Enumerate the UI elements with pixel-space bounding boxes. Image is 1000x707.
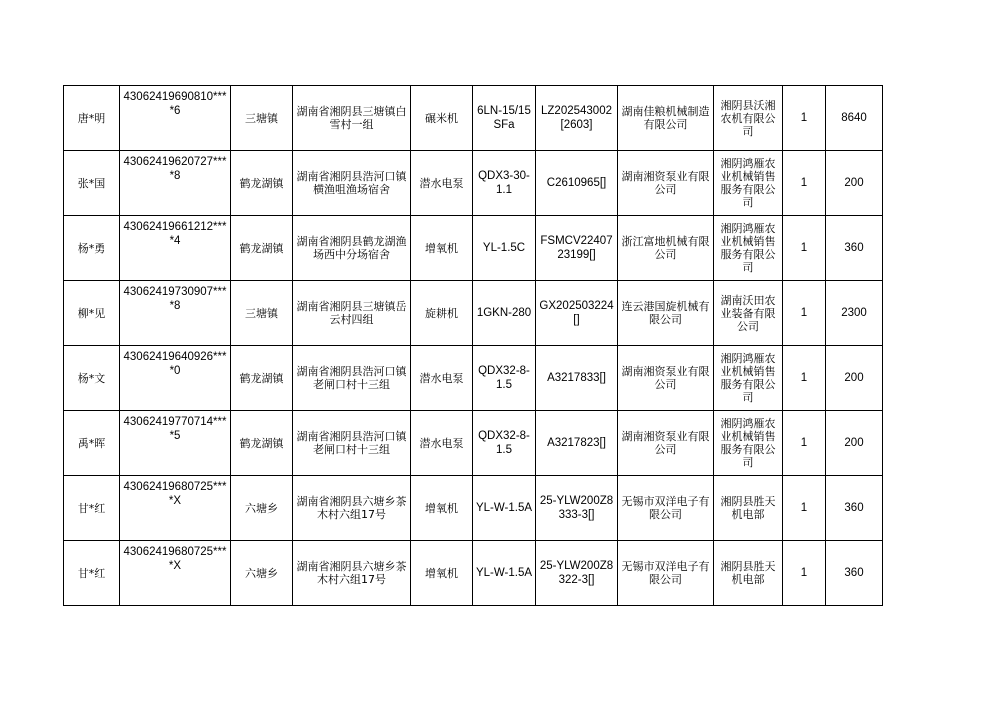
machine-type-cell: 潜水电泵 xyxy=(411,346,473,411)
town-cell: 鹤龙湖镇 xyxy=(231,216,293,281)
address-cell: 湖南省湘阴县三塘镇岳云村四组 xyxy=(293,281,411,346)
amount-cell: 200 xyxy=(826,151,883,216)
id-number-cell: 43062419680725****X xyxy=(120,541,231,606)
quantity-cell: 1 xyxy=(783,346,826,411)
serial-number-cell: C2610965[] xyxy=(536,151,618,216)
town-cell: 三塘镇 xyxy=(231,281,293,346)
town-cell: 鹤龙湖镇 xyxy=(231,151,293,216)
amount-cell: 360 xyxy=(826,476,883,541)
table-row xyxy=(64,86,883,151)
serial-number-cell: FSMCV2240723199[] xyxy=(536,216,618,281)
id-number-cell: 43062419730907****8 xyxy=(120,281,231,346)
name-cell: 杨*勇 xyxy=(64,216,120,281)
manufacturer-cell: 湖南湘资泵业有限公司 xyxy=(618,346,714,411)
serial-number-cell: 25-YLW200Z8322-3[] xyxy=(536,541,618,606)
dealer-cell: 湖南沃田农业装备有限公司 xyxy=(714,281,783,346)
machine-type-cell: 增氧机 xyxy=(411,541,473,606)
model-cell: QDX32-8-1.5 xyxy=(473,411,536,476)
manufacturer-cell: 浙江富地机械有限公司 xyxy=(618,216,714,281)
quantity-cell: 1 xyxy=(783,411,826,476)
serial-number-cell: A3217833[] xyxy=(536,346,618,411)
quantity-cell: 1 xyxy=(783,281,826,346)
address-cell: 湖南省湘阴县浩河口镇老闸口村十三组 xyxy=(293,411,411,476)
address-cell: 湖南省湘阴县鹤龙湖渔场西中分场宿舍 xyxy=(293,216,411,281)
quantity-cell: 1 xyxy=(783,151,826,216)
manufacturer-cell: 连云港国旋机械有限公司 xyxy=(618,281,714,346)
address-cell: 湖南省湘阴县六塘乡茶木村六组17号 xyxy=(293,476,411,541)
model-cell: QDX3-30-1.1 xyxy=(473,151,536,216)
name-cell: 杨*文 xyxy=(64,346,120,411)
machine-type-cell: 旋耕机 xyxy=(411,281,473,346)
address-cell: 湖南省湘阴县六塘乡茶木村六组17号 xyxy=(293,541,411,606)
dealer-cell: 湘阴鸿雁农业机械销售服务有限公司 xyxy=(714,216,783,281)
model-cell: QDX32-8-1.5 xyxy=(473,346,536,411)
table-row xyxy=(64,476,883,541)
town-cell: 六塘乡 xyxy=(231,541,293,606)
address-cell: 湖南省湘阴县浩河口镇老闸口村十三组 xyxy=(293,346,411,411)
id-number-cell: 43062419661212****4 xyxy=(120,216,231,281)
serial-number-cell: A3217823[] xyxy=(536,411,618,476)
serial-number-cell: GX202503224[] xyxy=(536,281,618,346)
model-cell: YL-W-1.5A xyxy=(473,476,536,541)
id-number-cell: 43062419690810****6 xyxy=(120,86,231,151)
machine-type-cell: 潜水电泵 xyxy=(411,411,473,476)
subsidy-table xyxy=(63,85,883,606)
quantity-cell: 1 xyxy=(783,216,826,281)
amount-cell: 2300 xyxy=(826,281,883,346)
manufacturer-cell: 无锡市双洋电子有限公司 xyxy=(618,476,714,541)
model-cell: 1GKN-280 xyxy=(473,281,536,346)
quantity-cell: 1 xyxy=(783,86,826,151)
id-number-cell: 43062419640926****0 xyxy=(120,346,231,411)
name-cell: 唐*明 xyxy=(64,86,120,151)
name-cell: 张*国 xyxy=(64,151,120,216)
name-cell: 甘*红 xyxy=(64,541,120,606)
dealer-cell: 湘阴鸿雁农业机械销售服务有限公司 xyxy=(714,151,783,216)
serial-number-cell: LZ202543002[2603] xyxy=(536,86,618,151)
dealer-cell: 湘阴县胜天机电部 xyxy=(714,541,783,606)
town-cell: 三塘镇 xyxy=(231,86,293,151)
name-cell: 禹*晖 xyxy=(64,411,120,476)
machine-type-cell: 潜水电泵 xyxy=(411,151,473,216)
table-row xyxy=(64,151,883,216)
dealer-cell: 湘阴鸿雁农业机械销售服务有限公司 xyxy=(714,411,783,476)
amount-cell: 200 xyxy=(826,411,883,476)
amount-cell: 200 xyxy=(826,346,883,411)
machine-type-cell: 增氧机 xyxy=(411,476,473,541)
table-row xyxy=(64,541,883,606)
model-cell: 6LN-15/15SFa xyxy=(473,86,536,151)
name-cell: 柳*见 xyxy=(64,281,120,346)
name-cell: 甘*红 xyxy=(64,476,120,541)
amount-cell: 360 xyxy=(826,541,883,606)
manufacturer-cell: 湖南佳粮机械制造有限公司 xyxy=(618,86,714,151)
id-number-cell: 43062419620727****8 xyxy=(120,151,231,216)
manufacturer-cell: 湖南湘资泵业有限公司 xyxy=(618,151,714,216)
quantity-cell: 1 xyxy=(783,541,826,606)
town-cell: 鹤龙湖镇 xyxy=(231,411,293,476)
manufacturer-cell: 无锡市双洋电子有限公司 xyxy=(618,541,714,606)
table-row xyxy=(64,216,883,281)
town-cell: 六塘乡 xyxy=(231,476,293,541)
quantity-cell: 1 xyxy=(783,476,826,541)
address-cell: 湖南省湘阴县浩河口镇横渔咀渔场宿舍 xyxy=(293,151,411,216)
dealer-cell: 湘阴鸿雁农业机械销售服务有限公司 xyxy=(714,346,783,411)
machine-type-cell: 增氧机 xyxy=(411,216,473,281)
town-cell: 鹤龙湖镇 xyxy=(231,346,293,411)
machine-type-cell: 碾米机 xyxy=(411,86,473,151)
table-row xyxy=(64,281,883,346)
serial-number-cell: 25-YLW200Z8333-3[] xyxy=(536,476,618,541)
manufacturer-cell: 湖南湘资泵业有限公司 xyxy=(618,411,714,476)
model-cell: YL-1.5C xyxy=(473,216,536,281)
table-row xyxy=(64,411,883,476)
table-row xyxy=(64,346,883,411)
address-cell: 湖南省湘阴县三塘镇白雪村一组 xyxy=(293,86,411,151)
amount-cell: 8640 xyxy=(826,86,883,151)
model-cell: YL-W-1.5A xyxy=(473,541,536,606)
id-number-cell: 43062419680725****X xyxy=(120,476,231,541)
dealer-cell: 湘阴县沃湘农机有限公司 xyxy=(714,86,783,151)
id-number-cell: 43062419770714****5 xyxy=(120,411,231,476)
dealer-cell: 湘阴县胜天机电部 xyxy=(714,476,783,541)
amount-cell: 360 xyxy=(826,216,883,281)
